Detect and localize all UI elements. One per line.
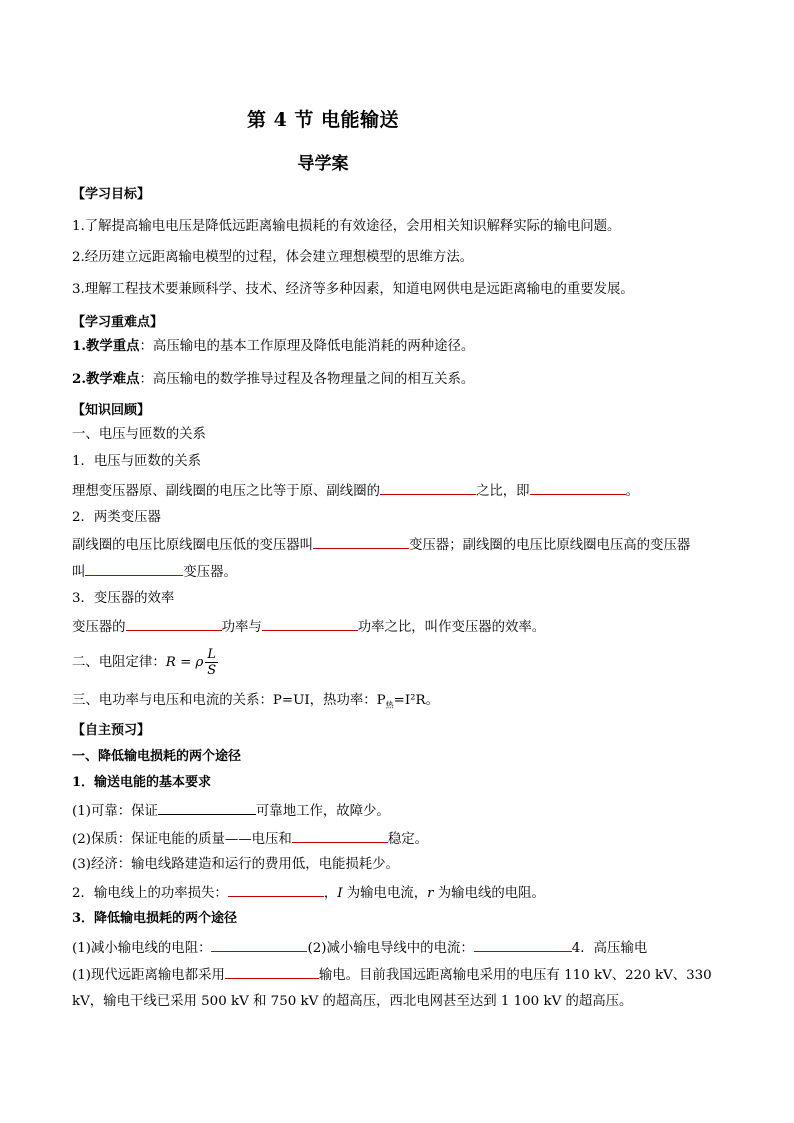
fill-blank[interactable] <box>126 617 222 631</box>
preview-fill-line <box>72 829 428 849</box>
page-subtitle: 导学案 <box>297 154 349 174</box>
variable-I: I <box>337 886 343 901</box>
text-segment: 稳定。 <box>387 832 428 847</box>
text-segment: 4．高压输电 <box>571 941 648 956</box>
text-segment: 叫 <box>72 565 86 580</box>
text-segment: 。 <box>625 484 639 499</box>
variable-r: r <box>427 886 434 901</box>
preview-fill-line <box>72 938 647 958</box>
fill-blank[interactable] <box>292 829 388 843</box>
text-segment: (2)保质：保证电能的质量——电压和 <box>72 832 292 847</box>
text-segment: 功率之比，叫作变压器的效率。 <box>357 620 546 635</box>
keypoint-diff-label: 2.教学难点 <box>72 371 140 387</box>
fill-blank[interactable] <box>228 883 324 897</box>
fill-blank[interactable] <box>262 617 358 631</box>
text-segment: 变压器。 <box>183 565 237 580</box>
review-subsection: 3．变压器的效率 <box>72 591 175 606</box>
text-segment: 二、电阻定律： <box>72 655 166 670</box>
review-fill-line <box>72 481 639 501</box>
review-fill-line <box>72 617 545 637</box>
resistance-law <box>72 645 218 681</box>
preview-subsection: 3．降低输电损耗的两个途径 <box>72 911 238 926</box>
fill-blank[interactable] <box>530 481 626 495</box>
keypoint-key-label: 1.教学重点 <box>72 338 140 354</box>
preview-header: 【自主预习】 <box>72 723 151 738</box>
fill-blank[interactable] <box>225 965 319 979</box>
objective-item: 1.了解提高输电电压是降低远距离输电损耗的有效途径，会用相关知识解释实际的输电问题。 <box>72 219 621 234</box>
text-segment: 为输电线的电阻。 <box>433 886 545 901</box>
fill-blank[interactable] <box>158 801 256 815</box>
text-segment: 2．输电线上的功率损失： <box>72 886 228 901</box>
text-segment: 之比，即 <box>475 484 530 499</box>
fill-blank[interactable] <box>474 938 572 952</box>
preview-section-1: 一、降低输电损耗的两个途径 <box>72 749 242 764</box>
page-title: 第 4 节 电能输送 <box>246 109 400 131</box>
review-fill-line <box>72 562 237 582</box>
text-segment: 可靠地工作，故障少。 <box>255 804 390 819</box>
fill-blank[interactable] <box>313 535 409 549</box>
review-subsection: 1．电压与匝数的关系 <box>72 454 202 469</box>
text-segment: 变压器；副线圈的电压比原线圈电压高的变压器 <box>409 538 691 553</box>
text-segment: =I²R。 <box>393 693 439 708</box>
objective-item: 3.理解工程技术要兼顾科学、技术、经济等多种因素，知道电网供电是远距离输电的重要发展。 <box>72 282 634 297</box>
text-segment: 输电。目前我国远距离输电采用的电压有 110 kV、220 kV、330 <box>318 968 712 983</box>
fill-blank[interactable] <box>211 938 307 952</box>
keypoint-key <box>72 337 474 356</box>
text-segment: (1)可靠：保证 <box>72 804 158 819</box>
objective-item: 2.经历建立远距离输电模型的过程，体会建立理想模型的思维方法。 <box>72 250 474 265</box>
keypoint-key-text: ：高压输电的基本工作原理及降低电能消耗的两种途径。 <box>139 339 475 354</box>
formula-lhs: R = ρ <box>165 655 204 670</box>
keypoints-header: 【学习重难点】 <box>72 315 164 330</box>
objectives-header: 【学习目标】 <box>72 187 151 202</box>
fill-blank[interactable] <box>380 481 476 495</box>
preview-subsection: 1．输送电能的基本要求 <box>72 775 212 790</box>
text-segment: (1)减小输电线的电阻： <box>72 941 212 956</box>
review-fill-line <box>72 535 690 555</box>
text-segment: (2)减小输电导线中的电流： <box>307 941 474 956</box>
preview-fill-line <box>72 965 712 985</box>
text-segment: 理想变压器原、副线圈的电压之比等于原、副线圈的 <box>72 484 380 499</box>
preview-line: (3)经济：输电线路建造和运行的费用低，电能损耗少。 <box>72 857 399 872</box>
preview-line: kV，输电干线已采用 500 kV 和 750 kV 的超高压，西北电网甚至达到 1 100 kV 的超高压。 <box>72 994 633 1009</box>
text-segment: 为输电电流， <box>342 886 428 901</box>
text-segment: 副线圈的电压比原线圈电压低的变压器叫 <box>72 538 314 553</box>
power-relation <box>72 692 439 715</box>
text-segment: 变压器的 <box>72 620 126 635</box>
keypoint-diff-text: ：高压输电的数学推导过程及各物理量之间的相互关系。 <box>139 372 475 387</box>
text-segment: ， <box>323 886 338 901</box>
preview-fill-line <box>72 801 390 821</box>
text-segment: (1)现代远距离输电都采用 <box>72 968 225 983</box>
preview-fill-line <box>72 883 545 903</box>
review-section-1: 一、电压与匝数的关系 <box>72 427 206 442</box>
fraction-denominator: S <box>207 663 217 678</box>
text-segment: 功率与 <box>221 620 262 635</box>
subscript: 热 <box>385 700 394 710</box>
fill-blank[interactable] <box>85 562 183 576</box>
formula-fraction <box>205 647 218 678</box>
keypoint-difficulty <box>72 370 474 389</box>
review-header: 【知识回顾】 <box>72 403 151 418</box>
text-segment: 三、电功率与电压和电流的关系：P=UI，热功率：P <box>72 693 386 708</box>
fraction-numerator: L <box>207 647 217 662</box>
review-subsection: 2．两类变压器 <box>72 510 161 525</box>
